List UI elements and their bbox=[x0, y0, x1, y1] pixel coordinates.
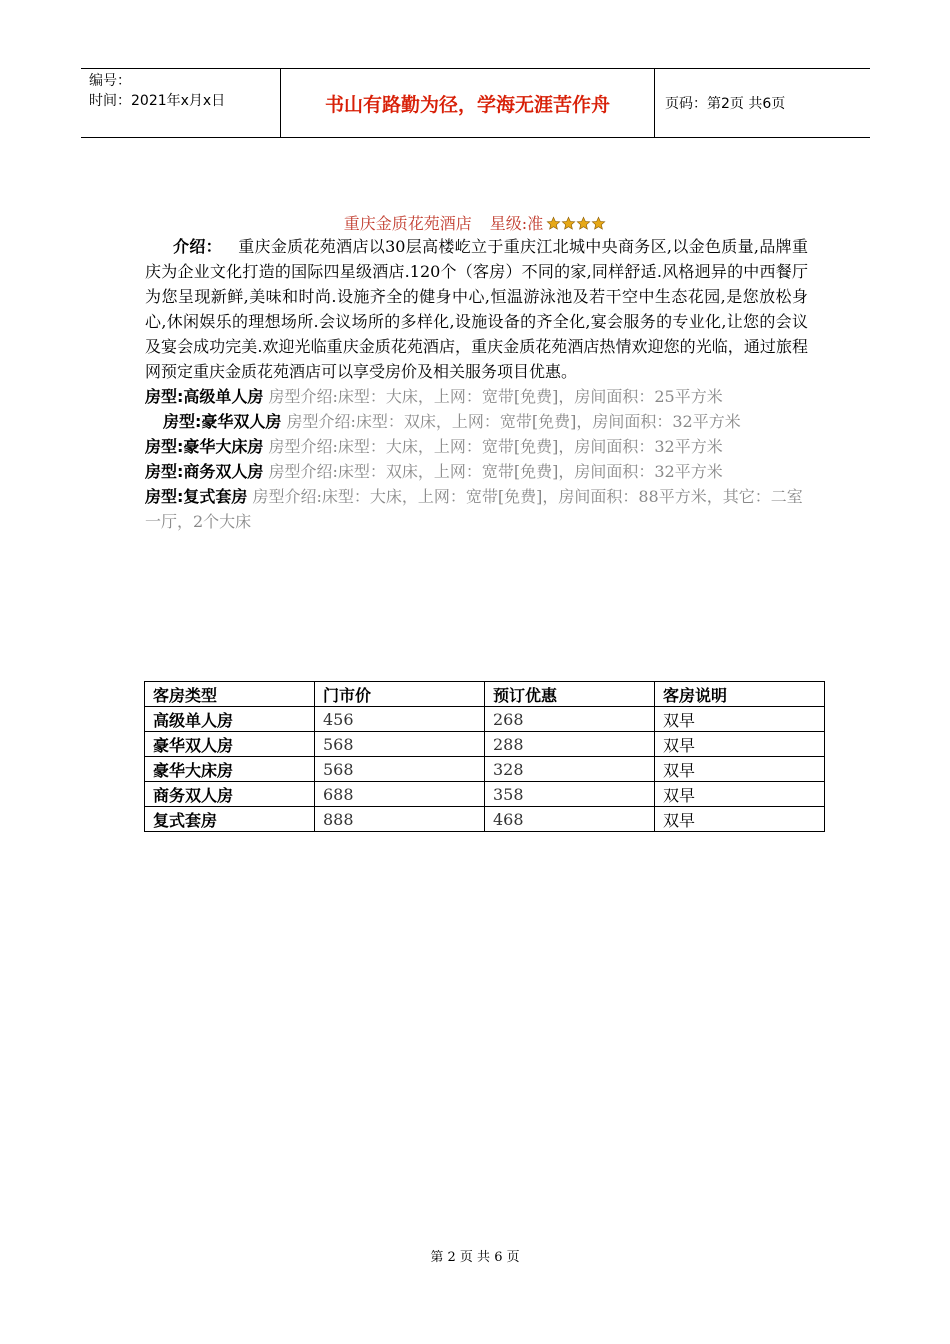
room-type-desc: 房型介绍:床型：大床，上网：宽带[免费]，房间面积：25平方米 bbox=[268, 387, 723, 406]
star-icon bbox=[576, 216, 591, 231]
room-type-label: 房型:商务双人房 bbox=[145, 462, 264, 481]
room-type bbox=[145, 459, 808, 484]
table-cell: 568 bbox=[315, 732, 485, 757]
header-meta bbox=[81, 69, 281, 137]
room-type bbox=[145, 484, 808, 534]
table-row bbox=[145, 707, 825, 732]
table-cell: 复式套房 bbox=[145, 807, 315, 832]
intro-paragraph bbox=[145, 234, 808, 384]
star-icon bbox=[591, 216, 606, 231]
room-price-table bbox=[144, 681, 825, 832]
room-type-desc: 房型介绍:床型：大床，上网：宽带[免费]，房间面积：32平方米 bbox=[268, 437, 723, 456]
table-cell: 双早 bbox=[655, 732, 825, 757]
table-header: 客房类型 bbox=[145, 682, 315, 707]
header-page-info: 页码：第2页 共6页 bbox=[665, 96, 786, 112]
document-body bbox=[145, 234, 808, 534]
table-cell: 商务双人房 bbox=[145, 782, 315, 807]
table-cell: 288 bbox=[485, 732, 655, 757]
table-header: 门市价 bbox=[315, 682, 485, 707]
table-cell: 888 bbox=[315, 807, 485, 832]
table-cell: 双早 bbox=[655, 707, 825, 732]
hotel-name: 重庆金质花苑酒店 bbox=[343, 214, 472, 233]
star-icon bbox=[546, 216, 561, 231]
page-footer: 第 2 页 共 6 页 bbox=[430, 1250, 520, 1265]
table-cell: 358 bbox=[485, 782, 655, 807]
star-rating bbox=[546, 216, 606, 235]
room-type bbox=[145, 384, 808, 409]
table-header: 客房说明 bbox=[655, 682, 825, 707]
table-cell: 双早 bbox=[655, 757, 825, 782]
serial-label: 编号： bbox=[89, 73, 131, 89]
room-type-label: 房型:豪华大床房 bbox=[145, 437, 264, 456]
room-type-desc: 房型介绍:床型：双床，上网：宽带[免费]，房间面积：32平方米 bbox=[286, 412, 741, 431]
table-cell: 568 bbox=[315, 757, 485, 782]
room-type-desc: 房型介绍:床型：大床，上网：宽带[免费]，房间面积：88平方米，其它：二室一厅，2个大床 bbox=[145, 487, 803, 531]
table-cell: 468 bbox=[485, 807, 655, 832]
room-type-desc: 房型介绍:床型：双床，上网：宽带[免费]，房间面积：32平方米 bbox=[268, 462, 723, 481]
table-header: 预订优惠 bbox=[485, 682, 655, 707]
table-cell: 豪华大床房 bbox=[145, 757, 315, 782]
intro-label: 介绍： bbox=[173, 237, 222, 256]
room-type-label: 房型:复式套房 bbox=[145, 487, 248, 506]
hotel-title bbox=[0, 211, 950, 235]
room-type bbox=[145, 434, 808, 459]
star-icon bbox=[561, 216, 576, 231]
room-type-label: 房型:豪华双人房 bbox=[163, 412, 282, 431]
table-cell: 豪华双人房 bbox=[145, 732, 315, 757]
table-header-row bbox=[145, 682, 825, 707]
table-row bbox=[145, 807, 825, 832]
time-label: 时间：2021年x月x日 bbox=[89, 93, 226, 109]
page-header bbox=[81, 68, 870, 138]
table-cell: 456 bbox=[315, 707, 485, 732]
table-cell: 328 bbox=[485, 757, 655, 782]
table-row bbox=[145, 732, 825, 757]
table-cell: 688 bbox=[315, 782, 485, 807]
table-row bbox=[145, 757, 825, 782]
room-type-label: 房型:高级单人房 bbox=[145, 387, 264, 406]
table-cell: 双早 bbox=[655, 807, 825, 832]
table-cell: 高级单人房 bbox=[145, 707, 315, 732]
rating-label: 星级:准 bbox=[489, 214, 544, 233]
intro-text: 重庆金质花苑酒店以30层高楼屹立于重庆江北城中央商务区,以金色质量,品牌重庆为企业文化打造的国际四星级酒店.120个（客房）不同的家,同样舒适.风格迥异的中西餐厅为您呈现新鲜,美味和时尚.设施齐全的健身中心,恒温游泳池及若干空中生态花园,是您放松身心,休闲娱乐的理想场所.会议场所的多样化,设施设备的齐全化,宴会服务的专业化,让您的会议及宴会成功完美.欢迎光临重庆金质花苑酒店，重庆金质花苑酒店热情欢迎您的光临，通过旅程网预定重庆金质花苑酒店可以享受房价及相关服务项目优惠。 bbox=[145, 237, 808, 381]
table-row bbox=[145, 782, 825, 807]
header-motto: 书山有路勤为径，学海无涯苦作舟 bbox=[281, 69, 655, 137]
room-type bbox=[145, 409, 808, 434]
table-cell: 双早 bbox=[655, 782, 825, 807]
table-cell: 268 bbox=[485, 707, 655, 732]
